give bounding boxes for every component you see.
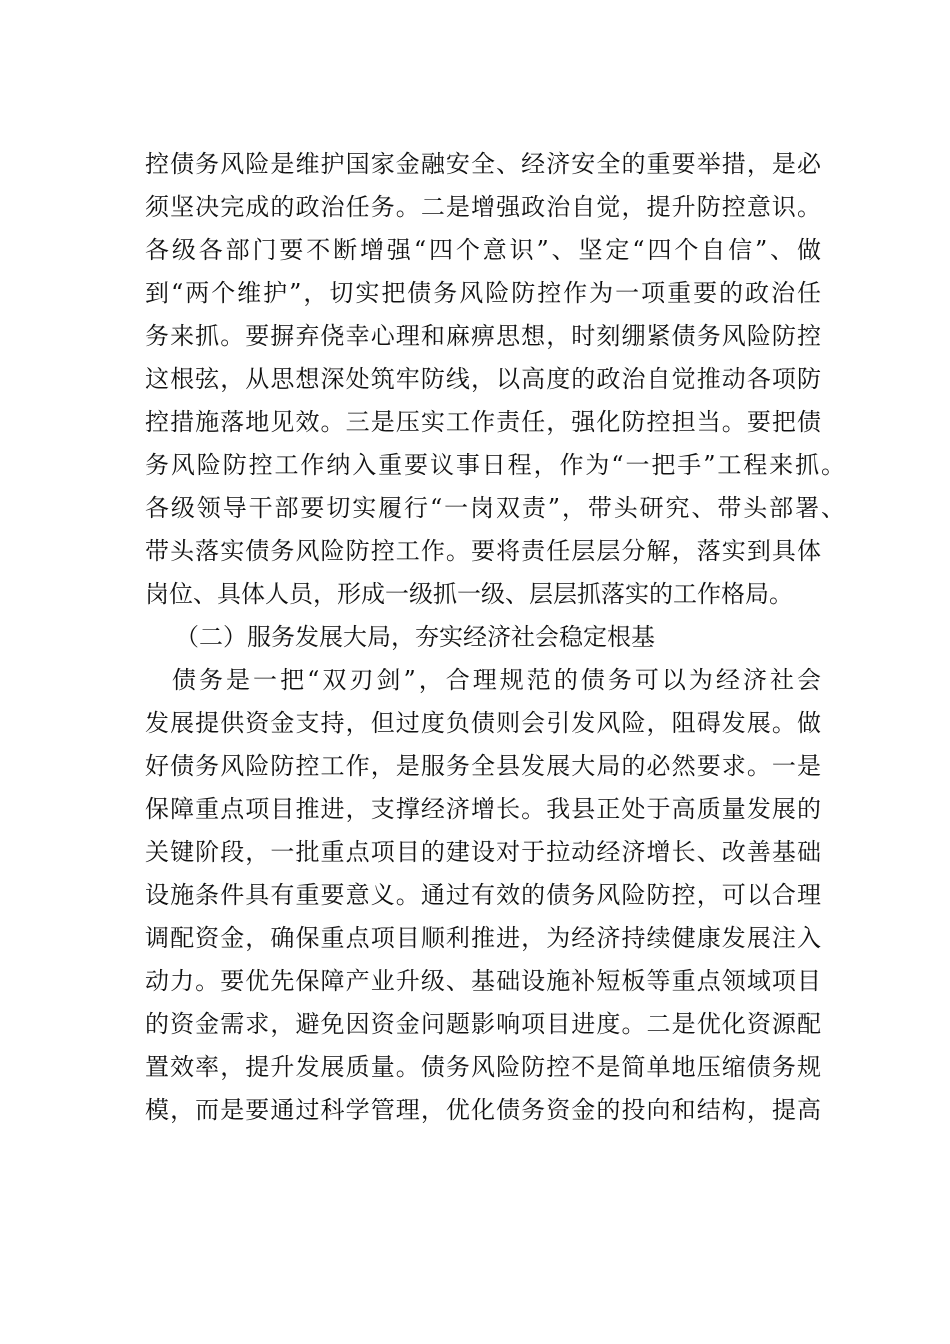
text-line: 保障重点项目推进，支撑经济增长。我县正处于高质量发展的 — [145, 795, 821, 823]
text-line: 各级领导干部要切实履行“一岗双责”，带头研究、带头部署、 — [145, 494, 845, 522]
text-line: 模，而是要通过科学管理，优化债务资金的投向和结构，提高 — [145, 1096, 821, 1124]
text-line: 岗位、具体人员，形成一级抓一级、层层抓落实的工作格局。 — [145, 580, 793, 608]
text-line: 设施条件具有重要意义。通过有效的债务风险防控，可以合理 — [145, 881, 821, 909]
text-line: 关键阶段，一批重点项目的建设对于拉动经济增长、改善基础 — [145, 838, 821, 866]
text-line: 务风险防控工作纳入重要议事日程，作为“一把手”工程来抓。 — [145, 451, 845, 479]
text-line: 发展提供资金支持，但过度负债则会引发风险，阻碍发展。做 — [145, 709, 821, 737]
document-body — [145, 143, 845, 1132]
text-line: 带头落实债务风险防控工作。要将责任层层分解，落实到具体 — [145, 537, 821, 565]
text-line: 控措施落地见效。三是压实工作责任，强化防控担当。要把债 — [145, 408, 821, 436]
text-line: 务来抓。要摒弃侥幸心理和麻痹思想，时刻绷紧债务风险防控 — [145, 322, 821, 350]
text-line: 置效率，提升发展质量。债务风险防控不是简单地压缩债务规 — [145, 1053, 821, 1081]
text-line: 好债务风险防控工作，是服务全县发展大局的必然要求。一是 — [145, 752, 821, 780]
text-line: 动力。要优先保障产业升级、基础设施补短板等重点领域项目 — [145, 967, 821, 995]
section-heading: （二）服务发展大局，夯实经济社会稳定根基 — [175, 623, 655, 651]
paragraph-first-line: 债务是一把“双刃剑”，合理规范的债务可以为经济社会 — [172, 666, 821, 694]
text-line: 须坚决完成的政治任务。二是增强政治自觉，提升防控意识。 — [145, 193, 821, 221]
text-line: 的资金需求，避免因资金问题影响项目进度。二是优化资源配 — [145, 1010, 821, 1038]
text-line: 到“两个维护”，切实把债务风险防控作为一项重要的政治任 — [145, 279, 821, 307]
text-line: 各级各部门要不断增强“四个意识”、坚定“四个自信”、做 — [145, 236, 821, 264]
text-line: 控债务风险是维护国家金融安全、经济安全的重要举措，是必 — [145, 150, 821, 178]
text-line: 调配资金，确保重点项目顺利推进，为经济持续健康发展注入 — [145, 924, 821, 952]
text-line: 这根弦，从思想深处筑牢防线，以高度的政治自觉推动各项防 — [145, 365, 821, 393]
